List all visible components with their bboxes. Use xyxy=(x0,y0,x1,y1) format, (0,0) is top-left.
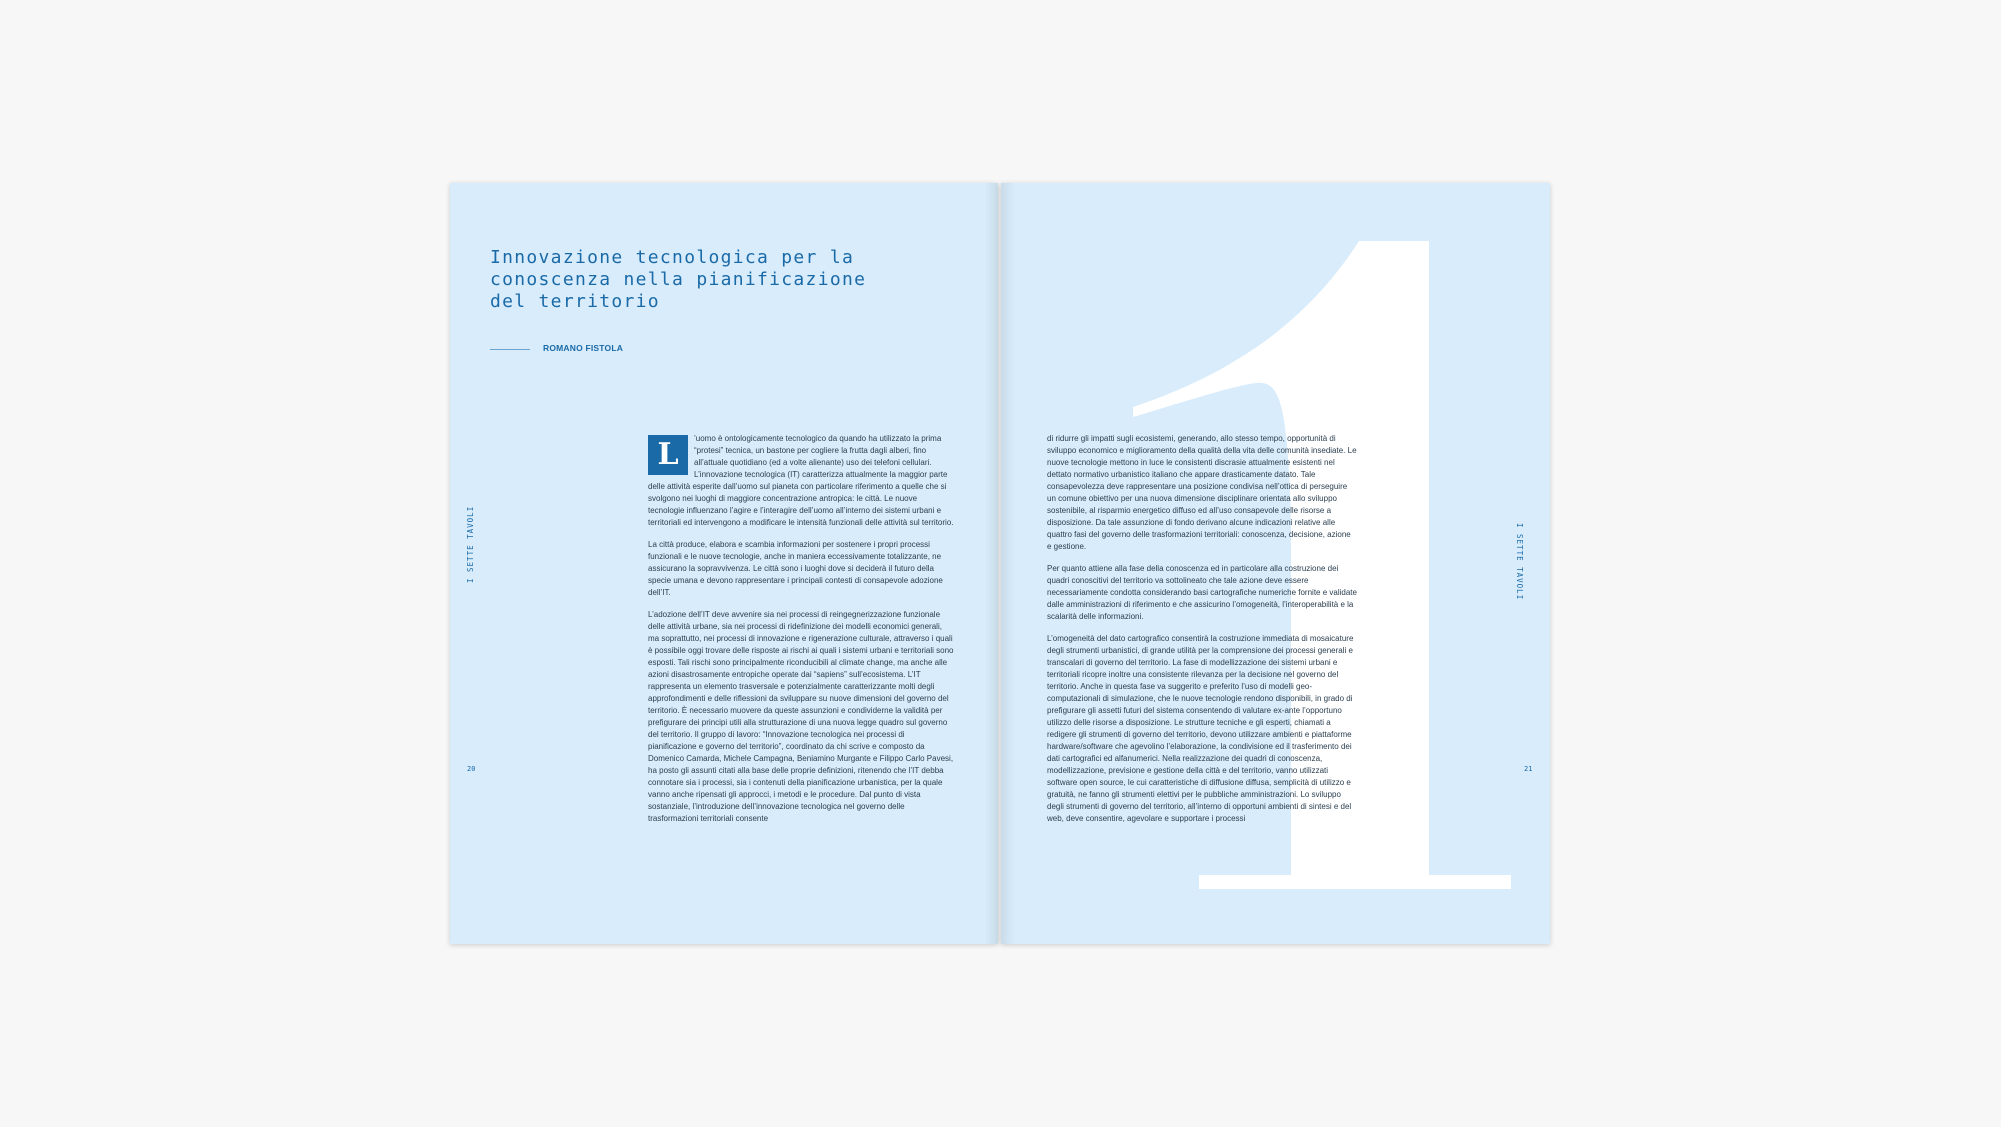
paragraph: di ridurre gli impatti sugli ecosistemi, generando, allo stesso tempo, opportunità di sviluppo economico e miglioramento della qualità della vita delle comunità insediate. Le nuove tecnologie mettono in luce le consistenti discrasie attualmente esistenti nel dettato normativo urbanistico italiano che appare drasticamente datato. Tale consapevolezza deve rappresentare una posizione condivisa nell’ottica di perseguire un comune obiettivo per una nuova dimensione disciplinare orientata allo sviluppo sostenibile, al risparmio energetico diffuso ed all’uso consapevole delle risorse a disposizione. Da tale assunzione di fondo derivano alcune indicazioni relative alle quattro fasi del governo delle trasformazioni territoriali: conoscenza, decisione, azione e gestione. xyxy=(1047,434,1357,551)
running-head-right: I SETTE TAVOLI xyxy=(1515,523,1524,601)
gutter-shadow xyxy=(1001,183,1015,944)
drop-cap: L xyxy=(648,435,688,475)
author-rule xyxy=(490,349,530,350)
gutter-shadow xyxy=(984,183,998,944)
paragraph: La città produce, elabora e scambia informazioni per sostenere i propri processi funzionali e le nuove tecnologie, anche in maniera eccessivamente totalizzante, ne assicurano la sopravvivenza. Le città sono i luoghi dove si deciderà il futuro della specie umana e devono rappresentare i principali contesti di consapevole adozione dell’IT. xyxy=(648,540,943,597)
running-head-left: I SETTE TAVOLI xyxy=(466,505,475,583)
body-column-left xyxy=(648,433,955,835)
right-page xyxy=(1001,183,1550,944)
page-number-right: 21 xyxy=(1524,765,1533,773)
paragraph: L’omogeneità del dato cartografico consentirà la costruzione immediata di mosaicature degli strumenti urbanistici, di grande utilità per la comprensione dei processi generali e transcalari di governo del territorio. La fase di modellizzazione dei sistemi urbani e territoriali ricopre inoltre una consistente rilevanza per la decisione nel governo del territorio. Anche in questa fase va suggerito e preferito l’uso di modelli geo-computazionali di simulazione, che le nuove tecnologie rendono disponibili, in grado di prefigurare gli assetti futuri del sistema consentendo di valutare ex-ante l’opportuno utilizzo delle risorse a disposizione. Le strutture tecniche e gli esperti, chiamati a redigere gli strumenti di governo del territorio, devono utilizzare ambienti e piattaforme hardware/software che agevolino l’elaborazione, la condivisione ed il trasferimento dei dati cartografici ed alfanumerici. Nella realizzazione dei quadri di conoscenza, modellizzazione, previsione e gestione della città e del territorio, vanno utilizzati software open source, le cui caratteristiche di diffusione diffusa, semplicità di utilizzo e gratuità, ne fanno gli strumenti elettivi per le pubbliche amministrazioni. Lo sviluppo degli strumenti di governo del territorio, all’interno di opportuni ambienti di sintesi e del web, deve consentire, agevolare e supportare i processi xyxy=(1047,634,1354,823)
body-column-right xyxy=(1047,433,1357,835)
page-number-left: 20 xyxy=(467,765,476,773)
article-title: Innovazione tecnologica per la conoscenza nella pianificazione del territorio xyxy=(490,247,867,312)
magazine-spread xyxy=(450,183,1550,944)
paragraph: Per quanto attiene alla fase della conoscenza ed in particolare alla costruzione dei quadri conoscitivi del territorio va sottolineato che tale azione deve essere necessariamente condotta considerando basi cartografiche numeriche fornite e validate dalle amministrazioni di riferimento e che assicurino l’omogeneità, l’interoperabilità e la scalarità delle informazioni. xyxy=(1047,564,1357,621)
paragraph: L’adozione dell’IT deve avvenire sia nei processi di reingegnerizzazione funzionale delle attività urbane, sia nei processi di ridefinizione dei modelli economici generali, ma soprattutto, nei processi di innovazione e rigenerazione culturale, attraverso i quali è possibile oggi trovare delle risposte ai rischi ai quali i sistemi urbani e territoriali sono esposti. Tali rischi sono principalmente riconducibili al climate change, ma anche alle azioni disastrosamente entropiche operate dai “sapiens” sull’ecosistema. L’IT rappresenta un elemento trasversale e potenzialmente caratterizzante molti degli approfondimenti e delle riflessioni da sviluppare su nuove dimensioni del governo del territorio. È necessario muovere da queste assunzioni e condividerne la validità per prefigurare dei principi utili alla strutturazione di una nuova legge quadro sul governo del territorio. Il gruppo di lavoro: “Innovazione tecnologica nei processi di pianificazione e governo del territorio”, coordinato da chi scrive e composto da Domenico Camarda, Michele Campagna, Beniamino Murgante e Filippo Carlo Pavesi, ha posto gli assunti citati alla base delle proprie definizioni, ritenendo che l’IT debba connotare sia i processi, sia i contenuti della pianificazione urbanistica, per la quale vanno anche ripensati gli approcci, i metodi e le procedure. Dal punto di vista sostanziale, l’introduzione dell’innovazione tecnologica nel governo delle trasformazioni territoriali consente xyxy=(648,610,954,823)
paragraph xyxy=(648,433,955,529)
author-name: ROMANO FISTOLA xyxy=(543,343,624,353)
paragraph-text: ’uomo è ontologicamente tecnologico da quando ha utilizzato la prima “protesi” tecnica, un bastone per cogliere la frutta dagli alberi, fino all’attuale quotidiano (ed a volte alienante) uso dei telefoni cellulari. L’innovazione tecnologica (IT) caratterizza attualmente la maggior parte delle attività esperite dall’uomo sul pianeta con particolare riferimento a quelle che si svolgono nei luoghi di maggiore concentrazione antropica: le città. Le nuove tecnologie influenzano l’agire e l’interagire dell’uomo all’interno dei sistemi urbani e territoriali ed intervengono a modificare le intensità funzionali delle attività sul territorio. xyxy=(648,434,954,527)
left-page xyxy=(450,183,998,944)
